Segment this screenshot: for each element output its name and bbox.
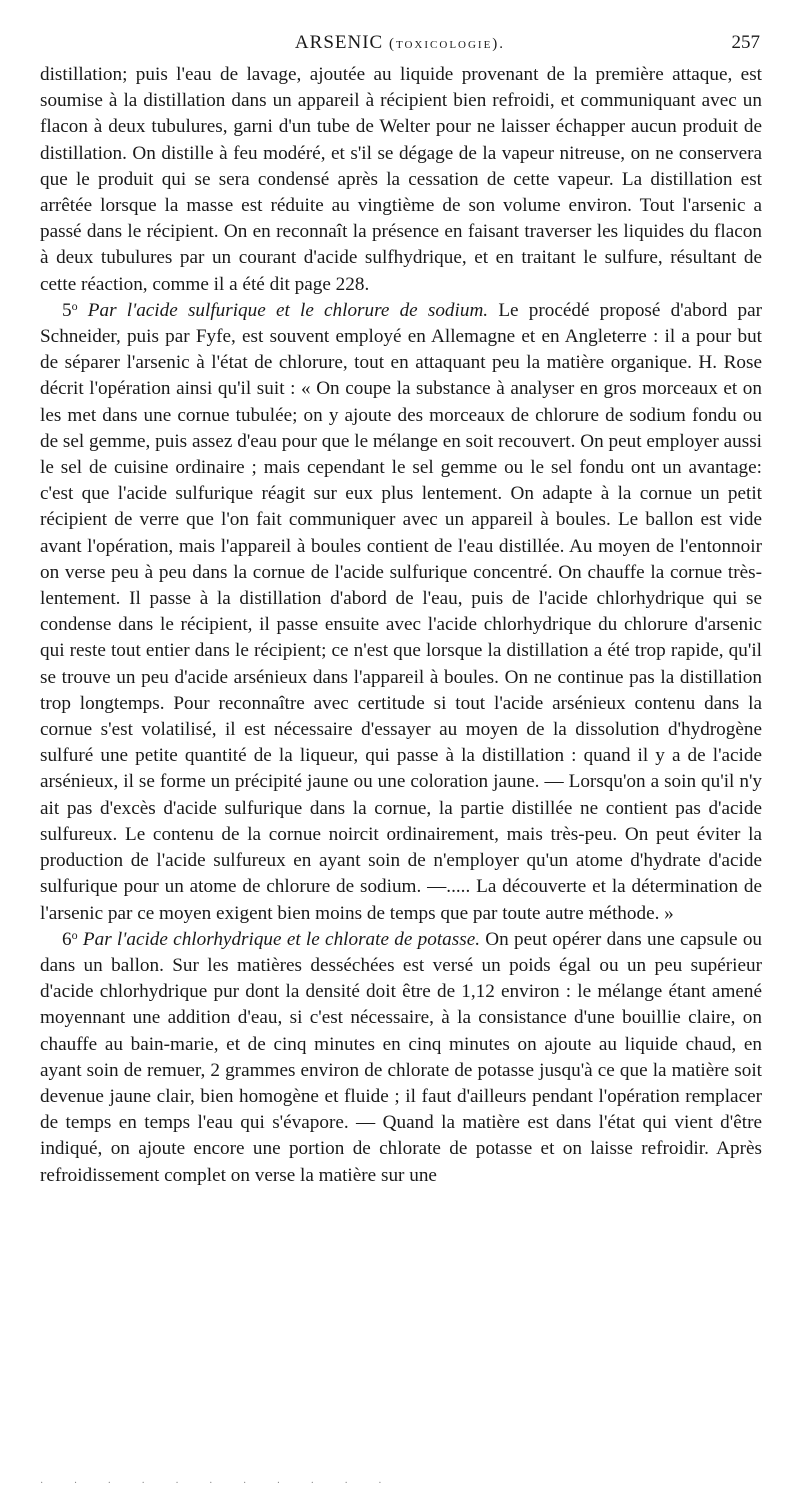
- method-number: 6$^o$: [62, 927, 78, 950]
- paragraph-method-5: [40, 298, 762, 927]
- running-title-sub: (toxicologie).: [388, 36, 506, 52]
- scan-artifact-dots: · · · · · · · · · · ·: [40, 1478, 396, 1489]
- running-header: [40, 32, 760, 58]
- page-number: 257: [731, 32, 760, 53]
- method-heading: Par l'acide chlorhydrique et le chlorate de potasse.: [82, 928, 481, 950]
- body-text: [40, 62, 762, 1189]
- paragraph-method-6: [40, 927, 762, 1189]
- method-heading: Par l'acide sulfurique et le chlorure de sodium.: [87, 299, 489, 321]
- paragraph-text: distillation; puis l'eau de lavage, ajoutée au liquide provenant de la première attaque, est soumise à la distillation dans un appareil à récipient bien refroidi, et communiquant avec un flacon à deux tubulures, garni d'un tube de Welter pour ne laisser échapper aucun produit de distillation. On distille à feu modéré, et s'il se dégage de la vapeur nitreuse, on ne conservera que le produit qui se sera condensé après la cessation de cette vapeur. La distillation est arrêtée lorsque la masse est réduite au vingtième de son volume environ. Tout l'arsenic a passé dans le récipient. On en reconnaît la présence en faisant traverser les liquides du flacon à deux tubulures par un courant d'acide sulfhydrique, et en traitant le sulfure, résultant de cette réaction, comme il a été dit page 228.: [40, 64, 762, 295]
- running-title-main: ARSENIC: [294, 32, 384, 53]
- paragraph-continuation: [40, 62, 762, 298]
- running-title: [40, 32, 760, 54]
- paragraph-text: Le procédé proposé d'abord par Schneider, puis par Fyfe, est souvent employé en Allemagne et en Angleterre : il a pour but de séparer l'arsenic à l'état de chlorure, tout en attaquant peu la matière organique. H. Rose décrit l'opération ainsi qu'il suit : « On coupe la substance à analyser en gros morceaux et on les met dans une cornue tubulée; on y ajoute des morceaux de chlorure de sodium fondu ou de sel gemme, puis assez d'eau pour que le mélange en soit recouvert. On peut employer aussi le sel de cuisine ordinaire ; mais cependant le sel gemme ou le sel fondu ont un avantage: c'est que l'acide sulfurique réagit sur eux plus lentement. On adapte à la cornue un petit récipient de verre que l'on fait communiquer avec un appareil à boules. Le ballon est vide avant l'opération, mais l'appareil à boules contient de l'eau distillée. Au moyen de l'entonnoir on verse peu à peu dans la cornue de l'acide sulfurique concentré. On chauffe la cornue très-lentement. Il passe à la distillation d'abord de l'eau, puis de l'acide chlorhydrique qui se condense dans le récipient, il passe ensuite avec l'acide chlorhydrique du chlorure d'arsenic qui reste tout entier dans le récipient; ce n'est que lorsque la distillation a été trop rapide, qu'il se trouve un peu d'acide arsénieux dans l'appareil à boules. On ne continue pas la distillation trop longtemps. Pour reconnaître avec certitude si tout l'acide arsénieux contenu dans la cornue s'est volatilisé, il est nécessaire d'essayer au moyen de la dissolution d'hydrogène sulfuré une petite quantité de la liqueur, qui passe à la distillation : quand il y a de l'acide arsénieux, il se forme un précipité jaune ou une coloration jaune. — Lorsqu'on a soin qu'il n'y ait pas d'excès d'acide sulfurique dans la cornue, la partie distillée ne contient pas d'acide sulfureux. Le contenu de la cornue noircit ordinairement, mais très-peu. On peut éviter la production de l'acide sulfureux en ayant soin de n'employer qu'un atome d'hydrate d'acide sulfurique pour un atome de chlorure de sodium. —..... La découverte et la détermination de l'arsenic par ce moyen exigent bien moins de temps que par toute autre méthode. »: [40, 299, 763, 924]
- method-number: 5$^o$: [62, 298, 78, 321]
- paragraph-text: On peut opérer dans une capsule ou dans un ballon. Sur les matières desséchées est versé un poids égal ou un peu supérieur d'acide chlorhydrique pur dont la densité doit être de 1,12 environ : le mélange étant amené moyennant une addition d'eau, si c'est nécessaire, à la consistance d'une bouillie claire, on chauffe au bain-marie, et de cinq minutes en cinq minutes on ajoute au liquide chaud, en ayant soin de remuer, 2 grammes environ de chlorate de potasse jusqu'à ce que la matière soit devenue jaune clair, bien homogène et fluide ; il faut d'ailleurs pendant l'opération remplacer de temps en temps l'eau qui s'évapore. — Quand la matière est dans l'état qui vient d'être indiqué, on ajoute encore une portion de chlorate de potasse et on laisse refroidir. Après refroidissement complet on verse la matière sur une: [40, 928, 763, 1186]
